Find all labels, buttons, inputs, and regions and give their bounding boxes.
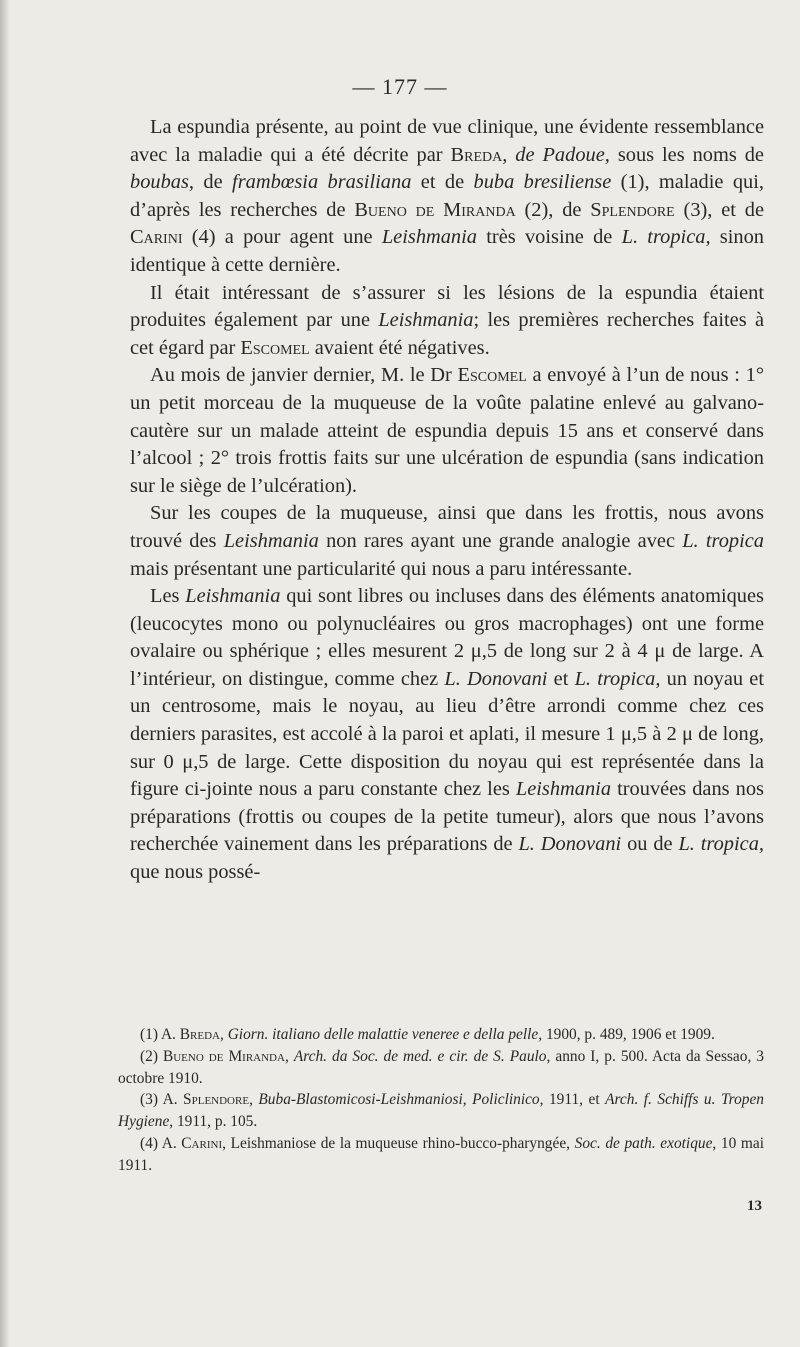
text-run: trouvées dans nos préparations (frottis ou coupes de la petite tumeur), alors que nous l’avons recherchée vainement dans les préparations de bbox=[130, 778, 764, 856]
text-run: Carini bbox=[130, 226, 183, 249]
text-run: Breda bbox=[179, 1026, 220, 1043]
footnote bbox=[118, 1046, 764, 1090]
text-run: et bbox=[547, 667, 575, 690]
text-run: Au mois de janvier dernier, M. le Dr bbox=[150, 364, 458, 387]
text-run: non rares ayant une grande analogie avec bbox=[318, 529, 683, 552]
text-run: , bbox=[284, 1047, 294, 1065]
text-run: , de Padoue, bbox=[502, 143, 618, 166]
text-run: 10 mai 1911. bbox=[118, 1134, 764, 1174]
text-run: frambœsia brasiliana bbox=[232, 171, 412, 194]
page-number: — 177 — bbox=[352, 74, 448, 99]
text-run: Splendore bbox=[183, 1091, 250, 1109]
text-run: sinon identique à cette dernière. bbox=[130, 226, 764, 276]
text-run: L. tropica, bbox=[621, 226, 711, 249]
paragraph bbox=[130, 583, 764, 887]
text-run: Leishmania bbox=[515, 778, 612, 801]
text-run: Carini bbox=[181, 1134, 223, 1152]
footnote bbox=[118, 1089, 764, 1133]
text-run: (4) A. bbox=[140, 1134, 182, 1152]
text-run: que nous possé- bbox=[130, 861, 261, 884]
text-run: a envoyé à l’un de nous : 1° un petit morceau de la muqueuse de la voûte palatine enlevé au galvano-cautère sur un malade atteint de espundia depuis 15 ans et conservé dans l’alcool ; 2° trois frottis faits sur une ulcération de espundia (sans indication sur le siège de l’ulcération). bbox=[130, 364, 764, 497]
text-run: , bbox=[249, 1091, 259, 1109]
text-run: L. tropica, bbox=[574, 667, 661, 690]
text-run: Arch. da Soc. de med. e cir. de S. Paulo, bbox=[293, 1047, 551, 1065]
text-run: Splendore bbox=[590, 198, 675, 221]
text-run: Breda bbox=[450, 143, 503, 166]
text-run: Escomel bbox=[457, 364, 527, 387]
text-run: La espundia présente, au point de vue clinique, une évidente ressemblance avec la maladie qui a été décrite par bbox=[130, 116, 764, 166]
text-run: qui sont libres ou incluses dans des éléments anatomiques (leucocytes mono ou polynucléaires ou gros macrophages) ont une forme ovalaire ou sphérique ; elles mesurent 2 μ,5 de long sur 2 à 4 μ de large. A l’intérieur, on distingue, comme chez bbox=[130, 585, 764, 690]
text-run: L. tropica, bbox=[678, 833, 765, 856]
text-run: Sur les coupes de la muqueuse, ainsi que dans les frottis, nous avons trouvé des bbox=[130, 502, 764, 552]
text-run: (4) a pour agent une bbox=[182, 226, 382, 249]
text-run: (3) A. bbox=[140, 1091, 184, 1109]
signature-mark: 13 bbox=[747, 1198, 762, 1214]
text-run: très voisine de bbox=[477, 226, 622, 249]
text-run: mais présentant une particularité qui nous a paru intéressante. bbox=[130, 557, 633, 580]
text-run: , Leishmaniose de la muqueuse rhino-bucco-pharyngée, bbox=[222, 1134, 575, 1152]
text-run: de bbox=[194, 171, 233, 194]
text-run: Soc. de path. exotique, bbox=[574, 1134, 717, 1152]
text-run: anno I, p. 500. Acta da Sessao, 3 octobre 1910. bbox=[118, 1047, 765, 1087]
footnote bbox=[118, 1133, 764, 1177]
text-run: L. tropica bbox=[682, 529, 764, 552]
text-run: (2) bbox=[140, 1047, 163, 1065]
text-run: (3), et de bbox=[674, 198, 764, 221]
body-text bbox=[130, 114, 764, 887]
text-run: L. Donovani bbox=[518, 833, 622, 856]
text-run: Leishmania bbox=[223, 529, 319, 552]
text-run: sous les noms de bbox=[617, 143, 764, 166]
text-run: Il était intéressant de s’assurer si les lésions de la espundia étaient produites également par une bbox=[130, 281, 764, 332]
text-run: ou de bbox=[621, 833, 679, 856]
text-run: Leishmania bbox=[381, 226, 477, 249]
text-run: Bueno de Miranda bbox=[162, 1047, 285, 1065]
text-run: Leishmania bbox=[185, 585, 281, 608]
text-run: 1911, et bbox=[543, 1091, 606, 1109]
text-run: Leishmania bbox=[378, 309, 474, 332]
paragraph bbox=[130, 500, 764, 583]
text-run: Bueno de Miranda bbox=[354, 198, 516, 221]
text-run: avaient été négatives. bbox=[309, 336, 490, 359]
text-run: L. Donovani bbox=[444, 667, 548, 690]
text-run: 1900, p. 489, 1906 et 1909. bbox=[542, 1026, 715, 1043]
text-run: Escomel bbox=[240, 336, 310, 359]
text-run: un noyau et un centrosome, mais le noyau, au lieu d’être arrondi comme chez ces derniers parasites, est accolé à la paroi et aplati, il mesure 1 μ,5 à 2 μ de long, sur 0 μ,5 de large. Cette disposition du noyau qui est représentée dans la figure ci-jointe nous a paru constante chez les bbox=[130, 667, 764, 801]
text-run: , bbox=[219, 1026, 228, 1043]
text-run: ; les premières recherches faites à cet égard par bbox=[130, 309, 764, 359]
paragraph bbox=[130, 362, 764, 500]
text-run: 1911, p. 105. bbox=[173, 1113, 258, 1131]
text-run: buba bresiliense bbox=[473, 171, 612, 194]
footnotes bbox=[118, 1024, 764, 1177]
text-run: Arch. f. Schiffs u. Tropen Hygiene, bbox=[118, 1091, 765, 1131]
paragraph bbox=[130, 114, 764, 280]
footnote bbox=[118, 1024, 764, 1046]
text-run: (2), de bbox=[515, 198, 591, 221]
paragraph bbox=[130, 280, 764, 363]
text-run: Giorn. italiano delle malattie veneree e della pelle, bbox=[227, 1026, 543, 1043]
text-run: Buba-Blastomicosi-Leishmaniosi, Policlinico, bbox=[258, 1091, 544, 1109]
text-run: Les bbox=[150, 585, 186, 608]
text-run: (1), maladie qui, d’après les recherches de bbox=[130, 171, 765, 221]
text-run: boubas, bbox=[130, 171, 195, 194]
page-edge-shadow bbox=[0, 0, 10, 1347]
text-run: (1) A. bbox=[140, 1026, 180, 1043]
text-run: et de bbox=[411, 171, 474, 194]
